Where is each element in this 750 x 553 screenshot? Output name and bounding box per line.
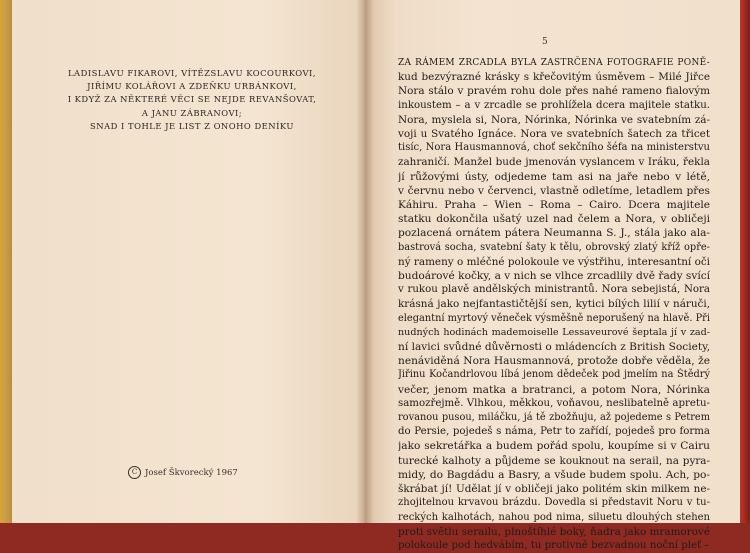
copyright-icon: C: [128, 466, 141, 479]
text-line: elegantní myrtový věneček výsměšně neporušený na hlavě. Při: [398, 312, 710, 324]
text-line: Nora stálo v pravém rohu dole přes nahé rameno fialovým: [398, 85, 710, 98]
text-line: rovanou pusou, miláčku, já tě zbožňuju, až pojedeme s Petrem: [398, 412, 710, 424]
text-line: proti světlu serailu, plnoštíhlé boky, ňadra jako mramorové: [398, 525, 710, 538]
text-line: midy, do Bagdádu a Basry, a všude budem spolu. Ach, po-: [398, 468, 710, 481]
text-line: nudných hodinách mademoiselle Lessaveurové šeptala jí v zad-: [398, 326, 710, 338]
text-line: pozlacená ornátem pátera Neumanna S. J., stála jako ala-: [398, 227, 710, 240]
text-line: Nora, myslela si, Nora, Nórinka, Nórinka ve svatebním zá-: [398, 113, 710, 126]
copyright-notice: [128, 466, 238, 479]
text-line: budoárové kočky, a v nich se vlhce zrcadlily dvě řady svící: [398, 270, 710, 283]
dedication: [52, 67, 332, 133]
text-line: jí růžovými ústy, odjedeme tam asi na jaře nebo v létě,: [398, 170, 710, 183]
text-line: tisíc, Nora Hausmannová, choť sekčního šéfa na ministerstvu: [398, 142, 710, 154]
dedication-line: I KDYŽ ZA NĚKTERÉ VĚCI SE NEJDE REVANŠOVAT,: [67, 94, 317, 105]
dedication-line: LADISLAVU FIKAROVI, VÍTĚZSLAVU KOCOURKOVI,: [68, 68, 316, 78]
text-line: ZA RÁMEM ZRCADLA BYLA ZASTRČENA FOTOGRAFIE PONĚ-: [398, 58, 710, 68]
text-line: bastrová socha, svatební šaty k tělu, obrovský zlatý kříž opře-: [398, 241, 710, 253]
text-line: inkoustem – a v zrcadle se prohlížela dcera majitele statku.: [398, 99, 710, 111]
text-line: ní lavici svůdné důvěrnosti o mládencích z British Society,: [398, 341, 710, 354]
dedication-line: A JANU ZÁBRANOVI;: [141, 107, 243, 118]
text-line: reckých kalhotách, nahou pod nima, siluetu dlouhých stehen: [398, 511, 710, 523]
book-edge-left: [0, 0, 12, 523]
dedication-line: JIŘÍMU KOLÁŘOVI A ZDEŇKU URBÁNKOVI,: [87, 81, 297, 92]
text-line: krásná jako nejfantastičtější sen, kytici bílých lilií v náruči,: [398, 298, 710, 311]
text-line: turecké kalhoty a půjdeme se kouknout na serail, na pyra-: [398, 454, 710, 467]
text-line: Jiřinu Kočandrlovou líbá jenom dědeček pod jmelím na Štědrý: [398, 369, 710, 381]
text-line: kud bezvýrazné krásky s křečovitým úsměvem – Milé Jiřce: [398, 71, 710, 84]
text-line: voji u Svatého Ignáce. Nora ve svatebních šatech za třicet: [398, 128, 710, 141]
text-line: samozřejmě. Vlhkou, měkkou, voňavou, neslibatelně apretu-: [398, 397, 710, 409]
text-line: v rukou plavě andělských ministrantů. Nora sebejistá, Nora: [398, 284, 710, 296]
text-line: statku dokončila ušatý uzel nad čelem a Nora, v obličeji: [398, 213, 710, 226]
text-line: nenáviděná Nora Hausmannová, protože dobře věděla, že: [398, 355, 710, 368]
page-number: 5: [542, 37, 548, 47]
book-gutter: [356, 0, 374, 523]
text-line: škrábat jí! Udělat jí v obličeji jako politém skin milkem ne-: [398, 483, 710, 496]
text-line: ný rameny o mléčné polokoule ve výstřihu, interesantní oči: [398, 255, 710, 268]
text-line: do Persie, pojedeš s náma, Petr to zařídí, pojedeš pro forma: [398, 426, 710, 438]
text-line: v červnu nebo v červenci, vlastně odletíme, letadlem přes: [398, 184, 710, 197]
text-line: zahraničí. Manžel bude jmenován vyslancem v Iráku, řekla: [398, 156, 710, 169]
text-line: polokoule pod hedvábím, tu protivně bezvadnou noční pleť –: [398, 539, 710, 551]
text-line: jako sekretářka a budem pořád spolu, koupíme si v Cairu: [398, 440, 710, 453]
copyright-text: Josef Škvorecký 1967: [145, 468, 238, 478]
dedication-line: SNAD I TOHLE JE LIST Z ONOHO DENÍKU: [90, 120, 294, 131]
book-edge-right: [740, 0, 750, 523]
text-line: Káhiru. Praha – Wien – Roma – Cairo. Dcera majitele: [398, 199, 710, 212]
text-line: večer, jenom matka a bratranci, a potom Nora, Nórinka: [398, 383, 710, 396]
text-line: zhojitelnou krvavou brázdu. Dovedla si představit Noru v tu-: [398, 497, 710, 509]
body-text: [398, 56, 710, 553]
